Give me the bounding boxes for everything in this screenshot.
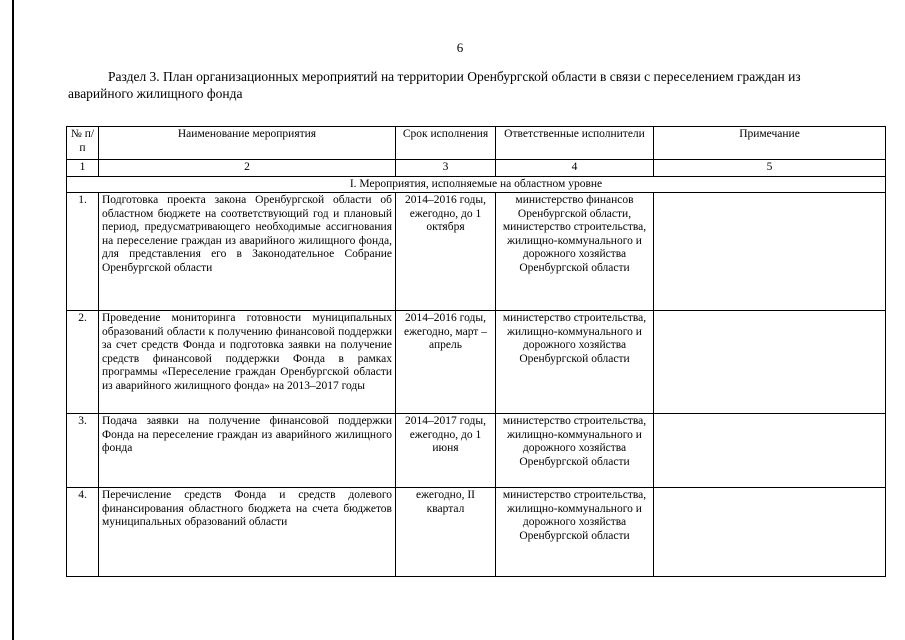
row-activity: Перечисление средств Фонда и средств долевого финансирования областного бюджета на счета бюджетов муниципальных образований области (99, 488, 396, 577)
column-number: 4 (496, 160, 654, 177)
row-note (654, 488, 886, 577)
page-number: 6 (456, 40, 464, 55)
section-heading-row (67, 176, 886, 193)
row-number: 4. (67, 488, 99, 577)
row-note (654, 193, 886, 311)
row-number: 2. (67, 311, 99, 414)
table-header-row (67, 127, 886, 160)
row-term: ежегодно, II квартал (396, 488, 496, 577)
row-activity: Подача заявки на получение финансовой поддержки Фонда на переселение граждан из аварийного жилищного фонда (99, 414, 396, 488)
row-responsible: министерство строительства, жилищно-коммунального и дорожного хозяйства Оренбургской области (496, 311, 654, 414)
column-number: 3 (396, 160, 496, 177)
row-term: 2014–2016 годы, ежегодно, март – апрель (396, 311, 496, 414)
column-number: 2 (99, 160, 396, 177)
row-activity: Подготовка проекта закона Оренбургской области об областном бюджете на соответствующий год и плановый период, предусматривающего необходимые ассигнования на переселение граждан из аварийного жилищного фонда, для представления его в Законодательное Собрание Оренбургской области (99, 193, 396, 311)
section-heading: I. Мероприятия, исполняемые на областном уровне (67, 176, 886, 193)
row-number: 1. (67, 193, 99, 311)
header-responsible: Ответственные исполнители (496, 127, 654, 160)
header-term: Срок исполнения (396, 127, 496, 160)
row-term: 2014–2017 годы, ежегодно, до 1 июня (396, 414, 496, 488)
table-row (67, 414, 886, 488)
row-responsible: министерство строительства, жилищно-коммунального и дорожного хозяйства Оренбургской области (496, 414, 654, 488)
column-number: 1 (67, 160, 99, 177)
header-name: Наименование мероприятия (99, 127, 396, 160)
column-number: 5 (654, 160, 886, 177)
row-term: 2014–2016 годы, ежегодно, до 1 октября (396, 193, 496, 311)
header-no: № п/п (67, 127, 99, 160)
table-row (67, 488, 886, 577)
section-title: Раздел 3. План организационных мероприятий на территории Оренбургской области в связи с переселением граждан из аварийного жилищного фонда (68, 69, 801, 101)
row-note (654, 311, 886, 414)
row-responsible: министерство финансов Оренбургской области, министерство строительства, жилищно-коммунального и дорожного хозяйства Оренбургской области (496, 193, 654, 311)
header-note: Примечание (654, 127, 886, 160)
row-number: 3. (67, 414, 99, 488)
row-note (654, 414, 886, 488)
row-activity: Проведение мониторинга готовности муниципальных образований области к получению финансовой поддержки за счет средств Фонда и подготовка заявки на получение средств финансовой поддержки Фонда в рамках программы «Переселение граждан Оренбургской области из аварийного жилищного фонда» на 2013–2017 годы (99, 311, 396, 414)
scan-edge-line (12, 0, 14, 640)
table-row (67, 193, 886, 311)
row-responsible: министерство строительства, жилищно-коммунального и дорожного хозяйства Оренбургской области (496, 488, 654, 577)
column-number-row (67, 160, 886, 177)
plan-table (66, 126, 886, 577)
table-row (67, 311, 886, 414)
